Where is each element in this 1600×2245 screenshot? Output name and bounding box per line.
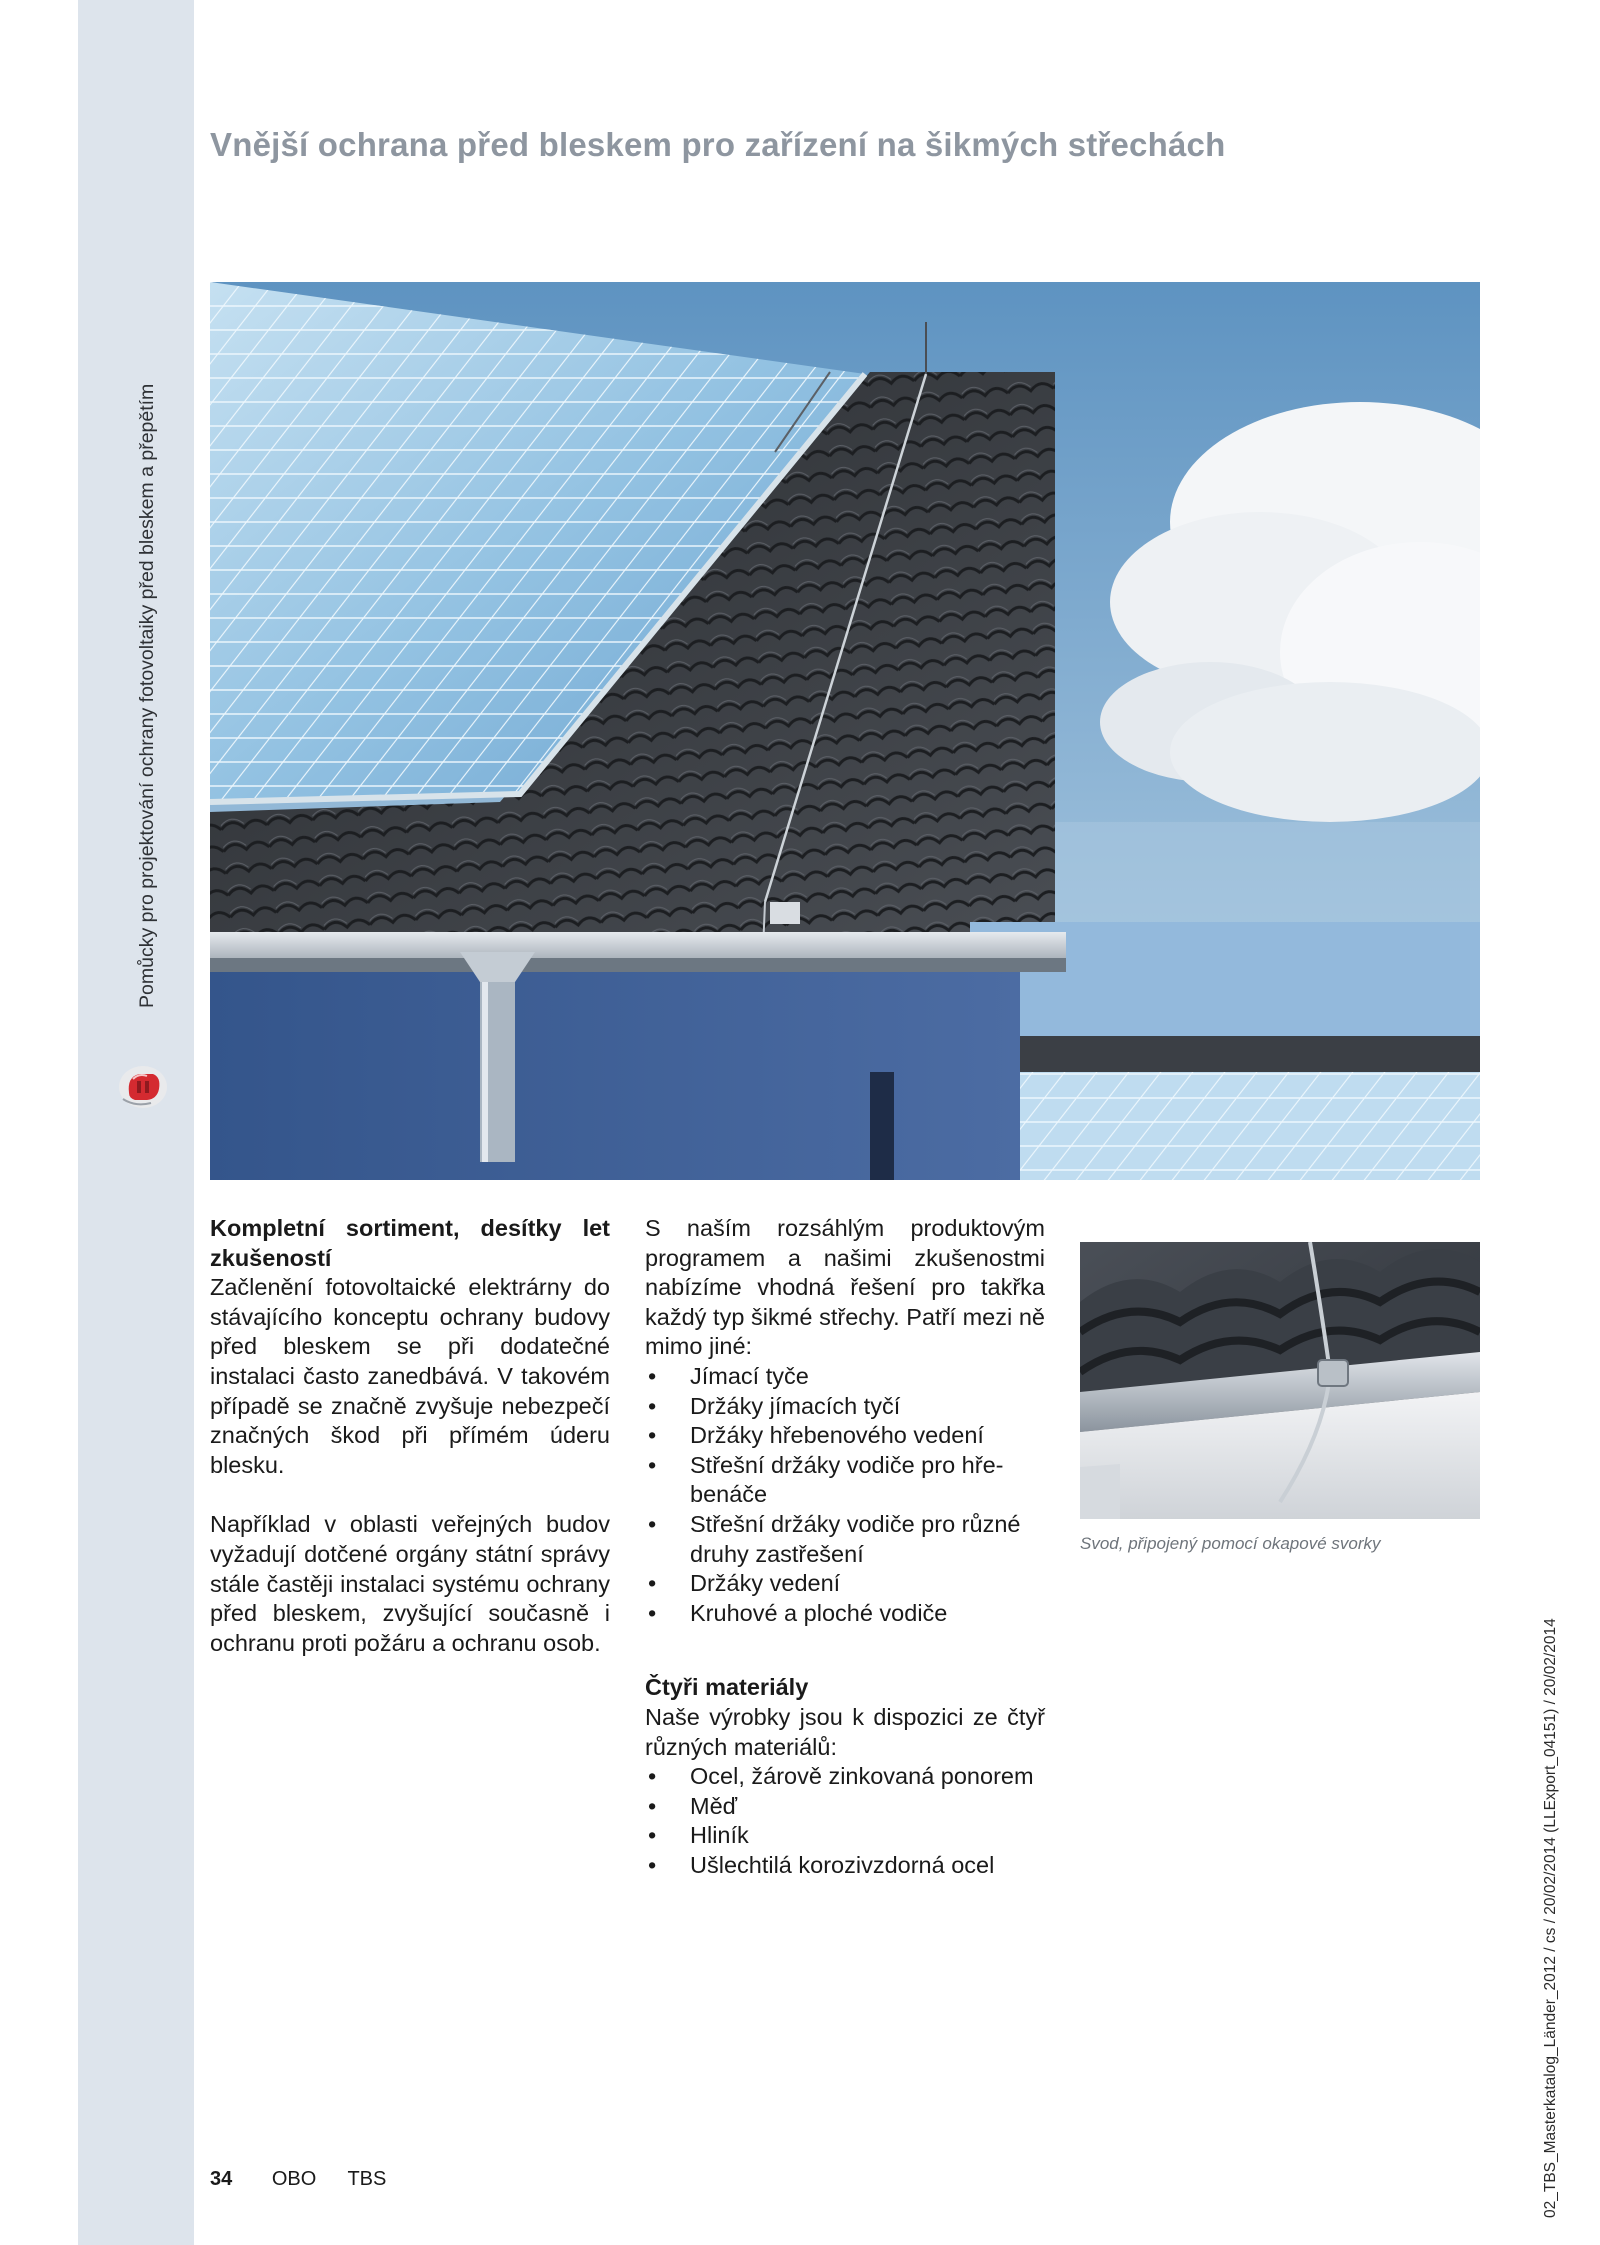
page-footer — [210, 2168, 386, 2191]
page-number: 34 — [210, 2168, 233, 2190]
paragraph-public-buildings: Například v oblasti veřejných budov vyžadují dotčené orgány státní správy stále častěji instalaci systému ochrany před bleskem, zvyšující současně i ochranu proti požáru a ochranu osob. — [210, 1511, 610, 1656]
gutter-clamp-photo — [1080, 1242, 1480, 1519]
list-item: • Měď — [645, 1792, 1045, 1822]
list-item: • Střešní držáky vodiče pro hřebenáče — [645, 1451, 1045, 1510]
print-job-identifier: 02_TBS_Masterkatalog_Länder_2012 / cs / 20/02/2014 (LLExport_04151) / 20/02/2014 — [1542, 1618, 1559, 2218]
footer-section: TBS — [347, 2168, 387, 2190]
heading-four-materials: Čtyři materiály — [645, 1674, 809, 1701]
paragraph-integration: Začlenění fotovoltaické elektrárny do stávajícího konceptu ochrany budovy před bleskem se při dodatečné instalaci často zanedbává. V takovém případě se značně zvyšuje nebezpečí značných škod při přímém úderu blesku. — [210, 1274, 610, 1478]
column-middle — [645, 1214, 1045, 1880]
page-title: Vnější ochrana před bleskem pro zařízení na šikmých střechách — [210, 126, 1226, 163]
product-list — [645, 1362, 1045, 1628]
obo-red-logo-icon — [117, 1063, 169, 1111]
list-item: • Jímací tyče — [645, 1362, 1045, 1392]
list-item: • Kruhové a ploché vodiče — [645, 1599, 1045, 1629]
list-item: • Ocel, žárově zinkovaná ponorem — [645, 1762, 1045, 1792]
column-left — [210, 1214, 610, 1658]
paragraph-product-program: S naším rozsáhlým produktovým programem a našimi zkušenostmi nabízíme vhodná řešení pro takřka každý typ šikmé střechy. Patří mezi ně mimo jiné: — [645, 1215, 1045, 1360]
hero-photo-pv-roof — [210, 282, 1480, 1180]
list-item: • Držáky jímacích tyčí — [645, 1392, 1045, 1422]
list-item: • Hliník — [645, 1821, 1045, 1851]
footer-brand: OBO — [271, 2168, 317, 2190]
list-item: • Střešní držáky vodiče pro různé druhy zastřešení — [645, 1510, 1045, 1569]
vertical-section-label: Pomůcky pro projektování ochrany fotovoltaiky před bleskem a přepětím — [136, 383, 158, 1008]
paragraph-materials: Naše výrobky jsou k dispozici ze čtyř různých materiálů: — [645, 1703, 1045, 1760]
list-item: • Držáky vedení — [645, 1569, 1045, 1599]
photo-caption: Svod, připojený pomocí okapové svorky — [1080, 1534, 1381, 1553]
list-item: • Držáky hřebenového vedení — [645, 1421, 1045, 1451]
heading-complete-range: Kompletní sortiment, desítky let zkušeností — [210, 1215, 610, 1271]
list-item: • Ušlechtilá korozivzdorná ocel — [645, 1851, 1045, 1881]
side-band — [78, 0, 194, 2245]
materials-list — [645, 1762, 1045, 1880]
